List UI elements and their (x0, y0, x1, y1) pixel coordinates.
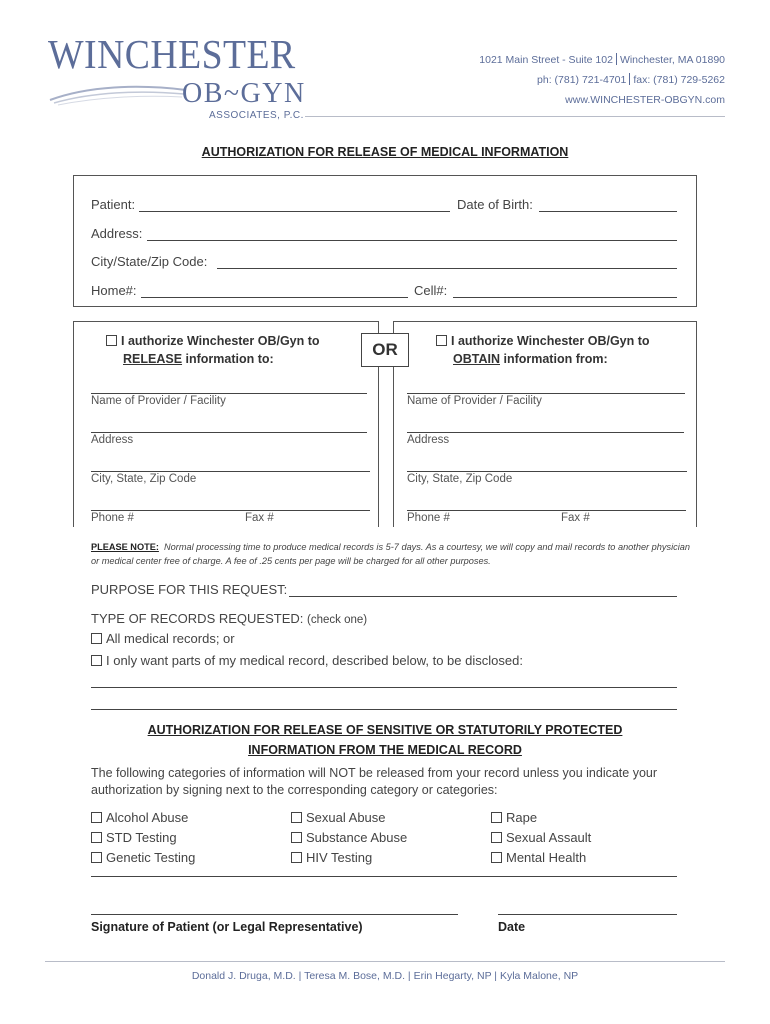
cell-phone-field[interactable] (453, 297, 677, 298)
category-item: Sexual Assault (491, 828, 591, 848)
sensitive-divider-line (91, 876, 677, 877)
category-column-3 (491, 808, 591, 868)
obtain-provider-field[interactable] (407, 393, 685, 394)
phone-number: ph: (781) 721-4701 (537, 74, 627, 86)
cell-phone-label: Cell#: (414, 283, 448, 298)
records-description-line-2[interactable] (91, 709, 677, 710)
footer-providers: Donald J. Druga, M.D. | Teresa M. Bose, M.D. | Erin Hegarty, NP | Kyla Malone, NP (191, 970, 579, 982)
category-item: STD Testing (91, 828, 195, 848)
obtain-city-label: City, State, Zip Code (407, 473, 513, 485)
release-heading: I authorize Winchester OB/Gyn to RELEASE information to: (106, 332, 320, 368)
contact-info (479, 50, 725, 110)
release-city-field[interactable] (91, 471, 370, 472)
date-label: Date (498, 920, 526, 934)
logo-wordmark: WINCHESTER (48, 31, 296, 77)
patient-name-field[interactable] (139, 211, 450, 212)
category-item: Genetic Testing (91, 848, 195, 868)
category-item: Mental Health (491, 848, 591, 868)
footer-divider (45, 961, 725, 962)
category-item: Alcohol Abuse (91, 808, 195, 828)
release-phone-field[interactable] (91, 510, 370, 511)
home-phone-field[interactable] (141, 297, 408, 298)
category-checkbox[interactable] (291, 852, 302, 863)
obtain-address-field[interactable] (407, 432, 684, 433)
category-checkbox[interactable] (491, 852, 502, 863)
category-column-2 (291, 808, 407, 868)
city-label: City/State/Zip Code: (91, 254, 208, 269)
obtain-address-label: Address (407, 434, 450, 446)
release-city-label: City, State, Zip Code (91, 473, 197, 485)
obtain-provider-label: Name of Provider / Facility (407, 395, 542, 407)
category-checkbox[interactable] (291, 812, 302, 823)
logo-subtitle: OB~GYN (182, 78, 306, 109)
obtain-checkbox[interactable] (436, 335, 447, 346)
category-item: Rape (491, 808, 591, 828)
category-column-1 (91, 808, 195, 868)
website-link[interactable]: www.WINCHESTER-OBGYN.com (565, 94, 725, 106)
address-street: 1021 Main Street - Suite 102 (479, 54, 613, 66)
patient-info-box (73, 175, 697, 307)
category-item: HIV Testing (291, 848, 407, 868)
fax-number: fax: (781) 729-5262 (633, 74, 725, 86)
obtain-city-field[interactable] (407, 471, 687, 472)
signature-field[interactable] (91, 914, 458, 915)
sensitive-section-title: AUTHORIZATION FOR RELEASE OF SENSITIVE OR STATUTORILY PROTECTED INFORMATION FROM THE MEDICAL RECORD (147, 723, 623, 757)
header-divider (305, 116, 725, 117)
obtain-fax-label: Fax # (561, 512, 590, 524)
note-label: PLEASE NOTE: (91, 542, 159, 552)
obtain-heading: I authorize Winchester OB/Gyn to OBTAIN information from: (436, 332, 650, 368)
logo-associates: ASSOCIATES, P.C. (209, 110, 304, 121)
date-field[interactable] (498, 914, 677, 915)
category-item: Sexual Abuse (291, 808, 407, 828)
obtain-phone-field[interactable] (407, 510, 686, 511)
sensitive-paragraph: The following categories of information will NOT be released from your record unless you indicate your authorization by signing next to the corresponding category or categories: (91, 766, 658, 797)
category-item: Substance Abuse (291, 828, 407, 848)
dob-field[interactable] (539, 211, 677, 212)
records-all-option: All medical records; or (91, 631, 235, 646)
home-phone-label: Home#: (91, 283, 137, 298)
obtain-phone-label: Phone # (407, 512, 450, 524)
processing-note (91, 540, 691, 568)
dob-label: Date of Birth: (457, 197, 533, 212)
release-phone-label: Phone # (91, 512, 134, 524)
records-label: TYPE OF RECORDS REQUESTED: (91, 611, 304, 626)
logo-swoosh-icon (48, 82, 188, 106)
records-type (91, 611, 367, 626)
records-parts-checkbox[interactable] (91, 655, 102, 666)
release-address-field[interactable] (91, 432, 367, 433)
category-checkbox[interactable] (491, 812, 502, 823)
form-title: AUTHORIZATION FOR RELEASE OF MEDICAL INFORMATION (201, 145, 569, 159)
release-fax-label: Fax # (245, 512, 274, 524)
category-checkbox[interactable] (91, 812, 102, 823)
records-parts-option: I only want parts of my medical record, described below, to be disclosed: (91, 653, 523, 668)
release-provider-field[interactable] (91, 393, 367, 394)
address-field[interactable] (147, 240, 677, 241)
records-description-line-1[interactable] (91, 687, 677, 688)
category-checkbox[interactable] (291, 832, 302, 843)
release-provider-label: Name of Provider / Facility (91, 395, 226, 407)
release-address-label: Address (91, 434, 134, 446)
purpose-field[interactable] (289, 596, 677, 597)
address-label: Address: (91, 226, 143, 241)
patient-label: Patient: (91, 197, 136, 212)
purpose-label: PURPOSE FOR THIS REQUEST: (91, 582, 288, 597)
signature-label: Signature of Patient (or Legal Representative) (91, 920, 363, 934)
records-hint: (check one) (307, 614, 368, 626)
category-checkbox[interactable] (91, 852, 102, 863)
category-checkbox[interactable] (491, 832, 502, 843)
address-city: Winchester, MA 01890 (619, 54, 725, 66)
city-field[interactable] (217, 268, 677, 269)
category-checkbox[interactable] (91, 832, 102, 843)
note-text: Normal processing time to produce medical records is 5-7 days. As a courtesy, we will copy and mail records to another physician or medical center free of charge. A fee of .25 cents per page will be charged for all other purposes. (91, 542, 690, 566)
records-all-checkbox[interactable] (91, 633, 102, 644)
or-divider: OR (361, 333, 409, 367)
release-checkbox[interactable] (106, 335, 117, 346)
